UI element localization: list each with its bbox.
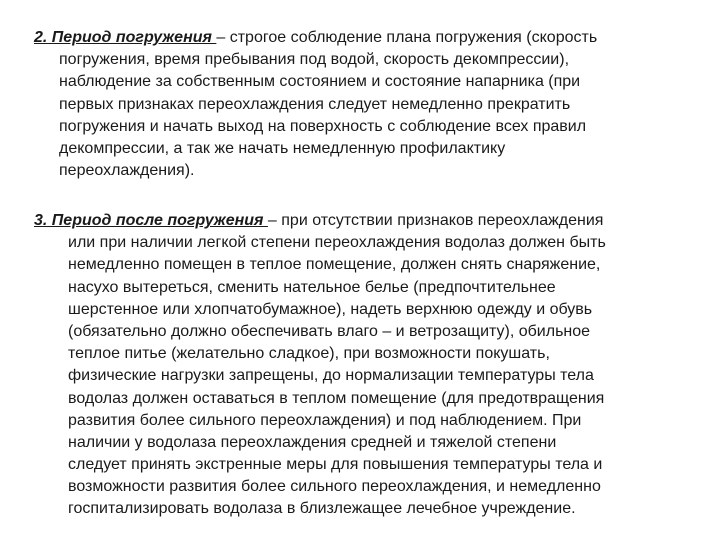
- paragraph-text-line: теплое питье (желательно сладкое), при возможности покушать,: [68, 345, 550, 363]
- paragraph-text-line: наличии у водолаза переохлаждения средней и тяжелой степени: [68, 433, 557, 451]
- paragraph-text-line: переохлаждения).: [59, 162, 195, 180]
- paragraph-text-line: погружения и начать выход на поверхность с соблюдение всех правил: [59, 117, 587, 135]
- paragraph-text-line: (обязательно должно обеспечивать влаго – и ветрозащиту), обильное: [68, 322, 591, 340]
- paragraph-text-line: декомпрессии, а так же начать немедленную профилактику: [59, 139, 506, 157]
- paragraph-text-line: физические нагрузки запрещены, до нормализации температуры тела: [68, 367, 594, 385]
- paragraph-text-line: возможности развития более сильного переохлаждения, и немедленно: [68, 478, 601, 496]
- paragraph-text-line: развития более сильного переохлаждения) и под наблюдением. При: [68, 411, 582, 429]
- heading-post-dive-period: 3. Период после погружения: [34, 212, 268, 229]
- paragraph-text-line: или при наличии легкой степени переохлаждения водолаз должен быть: [68, 234, 606, 252]
- paragraph-text-line: следует принять экстренные меры для повышения температуры тела и: [68, 456, 603, 474]
- paragraph-text-line: первых признаках переохлаждения следует немедленно прекратить: [59, 95, 571, 113]
- paragraph-text-line: немедленно помещен в теплое помещение, должен снять снаряжение,: [68, 256, 601, 274]
- paragraph-text-line: шерстенное или хлопчатобумажное), надеть верхнюю одежду и обувь: [68, 300, 593, 318]
- paragraph-text-line: насухо вытереться, сменить нательное белье (предпочтительнее: [68, 278, 556, 296]
- paragraph-text-line: наблюдение за собственным состоянием и состояние напарника (при: [59, 73, 581, 91]
- paragraph-text-line: – при отсутствии признаков переохлаждения: [267, 212, 604, 229]
- paragraph-first-line: [34, 210, 606, 232]
- paragraph-text-line: госпитализировать водолаза в близлежащее лечебное учреждение.: [68, 500, 576, 518]
- heading-dive-period: 2. Период погружения: [34, 29, 217, 46]
- paragraph-post-dive-period: [34, 210, 606, 521]
- paragraph-text-line: водолаз должен оставаться в теплом помещение (для предотвращения: [68, 389, 605, 407]
- paragraph-text-line: – строгое соблюдение плана погружения (скорость: [216, 29, 598, 46]
- paragraph-first-line: [34, 27, 597, 49]
- paragraph-dive-period: [34, 27, 597, 182]
- paragraph-text-line: погружения, время пребывания под водой, скорость декомпрессии),: [59, 51, 570, 69]
